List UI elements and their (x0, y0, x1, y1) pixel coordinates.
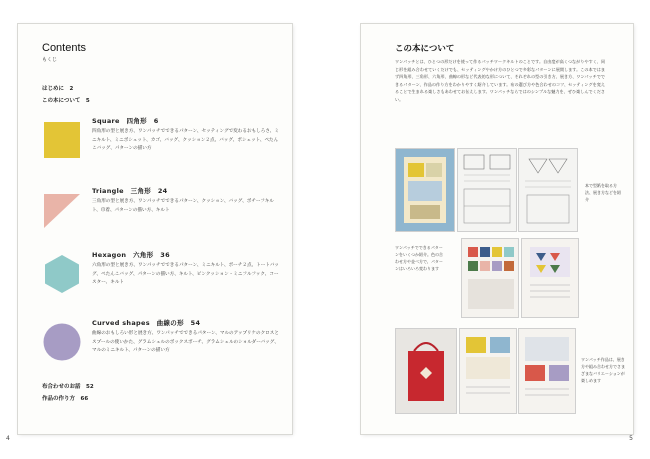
book-photo-diagrams-2 (518, 148, 578, 232)
about-body-text: ワンパッチとは、ひとつの形だけを使って作るパッチワークキルトのことです。自由度が高くつながりやすく、同じ形を組み合わせていくだけでも、セッティングやかけ方のひとつで多彩なパターンに展開します。この本ではまず四角形、三角形、六角形、曲線の形など代表的な形について、それぞれの型の引き方、展き方、ワンパッチでできるパターン、作品の作り方をわかりやすく紹介しています。布の選び方や色合わせのコツ、セッティングを変えることで生まれる楽しさもあわせてお伝えします。ワンパッチならではのシンプルな魅力を、ぜひ楽しんでください。 (395, 59, 605, 102)
section-heading: Triangle 三角形 24 (92, 187, 168, 195)
toc-section-curved[interactable] (42, 318, 282, 378)
circle-shape-icon (42, 322, 82, 362)
section-description: 四角形の型と展き方、ワンパッチでできるパターン、セッティングで変わるおもしろさ、ミニキルト、ミニポシェット、カゴ、バッグ、クッション２点、バッグ、ポシェット、ペたんこバッグ、パターンの描い方 (92, 129, 279, 151)
toc-entry-about[interactable]: この本について 5 (42, 98, 90, 104)
section-heading: Hexagon 六角形 36 (92, 251, 170, 259)
section-description: 曲線のおもしろい形と展き方、ワンパッチでできるパターン、マルのアップリケのクロスとスプールの使いかた、グラムシェルのボックスポーチ、グラムシェルのショルダーバッグ、マルのミニキルト、パターンの描い方 (92, 331, 279, 353)
left-page (6, 24, 292, 442)
right-page (361, 24, 633, 442)
toc-entry-fabric[interactable]: 布合わせのお話 52 (42, 384, 94, 390)
book-photo-patterns-2 (521, 238, 579, 318)
about-title: この本について (395, 44, 455, 54)
book-photo-steps-2 (518, 328, 576, 414)
triangle-shape-icon (42, 190, 82, 230)
contents-subtitle: もくじ (42, 57, 58, 63)
section-description: 六角形の型と展き方、ワンパッチでできるパターン、ミニキルト、ポーチ２点、トートバッグ、ペたんこバッグ、パターンの描い方、キルト、ピンクッション・ミニフルフック、コースター、キルト (92, 263, 280, 285)
book-photo-steps-1 (459, 328, 517, 414)
toc-section-triangle[interactable] (42, 186, 282, 246)
caption-3: ワンパッチ作品は、展き方や組み合わせ方でさまざまなバリエーションが楽しめます (581, 357, 625, 383)
book-photo-blue (395, 148, 455, 232)
book-photo-red-bag (395, 328, 457, 414)
caption-2: ワンパッチでできるパターンをいくつか紹介。色の合わせ方や並べ方で、パターンはいろいろ変わります (395, 245, 443, 271)
book-photo-patterns-1 (461, 238, 519, 318)
hexagon-shape-icon (42, 254, 82, 294)
toc-section-square[interactable] (42, 116, 282, 176)
toc-entry-intro[interactable]: はじめに 2 (42, 86, 74, 92)
page-number: 5 (629, 435, 633, 442)
toc-entry-howto[interactable]: 作品の作り方 66 (42, 396, 89, 402)
caption-1: 本で型紙を取る方法、展き方などを紹介 (585, 183, 621, 202)
section-description: 三角形の型と展き方、ワンパッチでできるパターン、クッション、バッグ、ポチーフキルト、巾着、パターンの描い方、キルト (92, 199, 274, 213)
section-heading: Curved shapes 曲線の形 54 (92, 319, 201, 327)
page-number: 4 (6, 435, 10, 442)
square-shape-icon (42, 120, 82, 160)
contents-title: Contents (42, 42, 87, 54)
toc-section-hexagon[interactable] (42, 250, 282, 310)
book-photo-diagrams-1 (457, 148, 517, 232)
section-heading: Square 四角形 6 (92, 117, 159, 125)
